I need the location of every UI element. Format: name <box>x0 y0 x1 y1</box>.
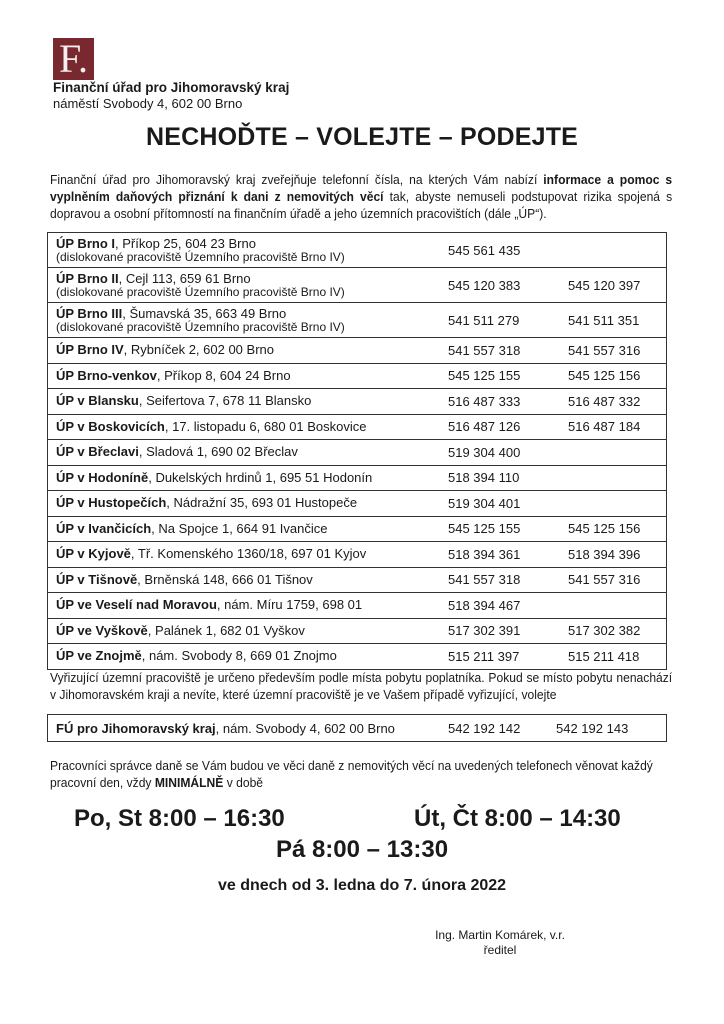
intro-bold-text: informace a pomoc s vyplněním daňových přiznání k dani z nemovitých věcí <box>50 172 673 204</box>
phone-number[interactable]: 545 125 156 <box>558 363 667 389</box>
office-logo <box>53 38 94 80</box>
office-address: , Tř. Komenského 1360/18, 697 01 Kyjov <box>130 546 367 562</box>
phone-number[interactable]: 518 394 110 <box>438 465 558 491</box>
office-address: , Palánek 1, 682 01 Vyškov <box>147 622 305 638</box>
table-row <box>48 414 667 440</box>
table-row <box>48 268 667 303</box>
table-row <box>48 593 667 619</box>
office-address: , 17. listopadu 6, 680 01 Boskovice <box>164 418 367 434</box>
office-address: , Seifertova 7, 678 11 Blansko <box>138 393 312 409</box>
office-name: ÚP Brno III <box>56 305 123 321</box>
office-name-cell <box>48 303 439 338</box>
office-name: ÚP ve Vyškově <box>56 622 148 638</box>
phone-number[interactable]: 545 120 383 <box>438 268 558 303</box>
phone-number[interactable] <box>558 465 667 491</box>
table-row <box>48 233 667 268</box>
office-address: , Na Spojce 1, 664 91 Ivančice <box>151 520 328 536</box>
office-name: ÚP v Blansku <box>56 393 139 409</box>
table-row <box>48 338 667 364</box>
hours-fri: Pá 8:00 – 13:30 <box>275 836 449 863</box>
office-name: FÚ pro Jihomoravský kraj <box>56 720 216 736</box>
office-name-cell <box>48 233 439 268</box>
table-row <box>48 542 667 568</box>
phone-number[interactable]: 541 557 316 <box>558 338 667 364</box>
table-row <box>48 715 667 742</box>
org-name: Finanční úřad pro Jihomoravský kraj <box>53 80 290 95</box>
phone-number[interactable]: 542 192 142 <box>448 720 521 736</box>
office-address: , nám. Svobody 4, 602 00 Brno <box>215 720 395 736</box>
phone-number[interactable]: 541 557 318 <box>438 338 558 364</box>
phone-number[interactable]: 518 394 396 <box>558 542 667 568</box>
office-name-cell <box>48 268 439 303</box>
central-office-table <box>47 714 667 742</box>
office-name-cell <box>48 440 439 466</box>
office-address: , Nádražní 35, 693 01 Hustopeče <box>166 495 358 511</box>
office-name-cell <box>48 567 439 593</box>
office-address: , Šumavská 35, 663 49 Brno <box>122 305 287 321</box>
office-name-cell <box>48 644 439 670</box>
phone-number[interactable]: 516 487 184 <box>558 414 667 440</box>
phone-number[interactable] <box>558 593 667 619</box>
office-name-cell <box>48 363 439 389</box>
logo-letter: F. <box>59 36 89 81</box>
signatory-name: Ing. Martin Komárek, v.r. <box>435 928 565 942</box>
office-address: , Rybníček 2, 602 00 Brno <box>123 342 274 358</box>
office-note: (dislokované pracoviště Územního pracoviště Brno IV) <box>56 284 345 299</box>
office-name-cell <box>48 542 439 568</box>
phone-number[interactable]: 516 487 126 <box>438 414 558 440</box>
phone-number[interactable]: 519 304 401 <box>438 491 558 517</box>
office-name: ÚP Brno I <box>56 235 115 251</box>
table-row <box>48 440 667 466</box>
office-address: , Sladová 1, 690 02 Břeclav <box>138 444 298 460</box>
phone-number[interactable]: 519 304 400 <box>438 440 558 466</box>
office-name: ÚP v Břeclavi <box>56 444 139 460</box>
office-name: ÚP v Hodoníně <box>56 469 149 485</box>
intro-text-end: tak, abyste nemuseli podstupovat rizika spojená s dopravou a osobní přítomností na finančním úřadě a jeho územních pracovištích (dále „ÚP“). <box>50 189 673 221</box>
staff-note-text: Pracovníci správce daně se Vám budou ve věci daně z nemovitých věcí na uvedených telefonech věnovat každý pracovní den, vždy <box>50 758 653 790</box>
phone-number[interactable]: 542 192 143 <box>556 720 629 736</box>
office-name-cell <box>48 465 439 491</box>
office-address: , Brněnská 148, 666 01 Tišnov <box>137 571 313 587</box>
phone-number[interactable]: 541 511 351 <box>558 303 667 338</box>
phone-number[interactable]: 517 302 382 <box>558 618 667 644</box>
staff-note <box>50 757 672 791</box>
validity-period: ve dnech od 3. ledna do 7. února 2022 <box>217 877 507 894</box>
hours-mon-wed: Po, St 8:00 – 16:30 <box>74 805 285 832</box>
hours-tue-thu: Út, Čt 8:00 – 14:30 <box>414 805 621 832</box>
office-name: ÚP Brno-venkov <box>56 367 157 383</box>
office-name: ÚP ve Veselí nad Moravou <box>56 597 217 613</box>
table-row <box>48 567 667 593</box>
phone-number[interactable] <box>558 233 667 268</box>
office-name-cell <box>48 338 439 364</box>
table-row <box>48 465 667 491</box>
routing-note: Vyřizující územní pracoviště je určeno především podle místa pobytu poplatníka. Pokud se místo pobytu nenachází v Jihomoravském kraji a nevíte, které územní pracoviště je ve Vašem případě vyřizující, volejte <box>50 670 673 702</box>
office-name: ÚP v Boskovicích <box>56 418 165 434</box>
phone-number[interactable]: 516 487 332 <box>558 389 667 415</box>
phone-number[interactable] <box>558 440 667 466</box>
phone-number[interactable]: 545 125 155 <box>438 363 558 389</box>
phone-number[interactable]: 541 511 279 <box>438 303 558 338</box>
phone-number[interactable]: 515 211 397 <box>438 644 558 670</box>
table-row <box>48 516 667 542</box>
phone-number[interactable]: 515 211 418 <box>558 644 667 670</box>
intro-paragraph <box>50 171 672 222</box>
phone-number[interactable]: 545 120 397 <box>558 268 667 303</box>
office-name-cell <box>48 715 439 742</box>
phone-number[interactable]: 541 557 316 <box>558 567 667 593</box>
staff-note-text-end: v době <box>223 775 264 790</box>
office-name-cell <box>48 516 439 542</box>
phone-number[interactable]: 518 394 467 <box>438 593 558 619</box>
phone-number[interactable]: 545 561 435 <box>438 233 558 268</box>
office-address: , Příkop 8, 604 24 Brno <box>156 367 291 383</box>
office-name: ÚP ve Znojmě <box>56 648 142 664</box>
phone-number[interactable]: 516 487 333 <box>438 389 558 415</box>
phone-number[interactable]: 545 125 156 <box>558 516 667 542</box>
office-address: , nám. Svobody 8, 669 01 Znojmo <box>141 648 337 664</box>
signature <box>400 928 600 958</box>
office-name-cell <box>48 491 439 517</box>
staff-note-bold: MINIMÁLNĚ <box>154 775 224 790</box>
office-name-cell <box>48 414 439 440</box>
office-note: (dislokované pracoviště Územního pracoviště Brno IV) <box>56 249 345 264</box>
office-name: ÚP v Kyjově <box>56 546 131 562</box>
phone-number[interactable]: 545 125 155 <box>438 516 558 542</box>
org-address: náměstí Svobody 4, 602 00 Brno <box>53 96 243 111</box>
office-address: , Dukelských hrdinů 1, 695 51 Hodonín <box>148 469 373 485</box>
intro-text: Finanční úřad pro Jihomoravský kraj zveřejňuje telefonní čísla, na kterých Vám nabízí <box>50 172 544 187</box>
phone-number[interactable]: 517 302 391 <box>438 618 558 644</box>
office-note: (dislokované pracoviště Územního pracoviště Brno IV) <box>56 319 345 334</box>
signatory-title: ředitel <box>483 943 517 957</box>
office-name: ÚP Brno II <box>56 270 119 286</box>
table-row <box>48 303 667 338</box>
table-row <box>48 363 667 389</box>
offices-table <box>47 232 667 670</box>
office-name-cell <box>48 593 439 619</box>
office-name-cell <box>48 618 439 644</box>
page-title: NECHOĎTE – VOLEJTE – PODEJTE <box>145 123 579 151</box>
office-name: ÚP Brno IV <box>56 342 124 358</box>
phone-number[interactable]: 541 557 318 <box>438 567 558 593</box>
table-row <box>48 389 667 415</box>
table-row <box>48 491 667 517</box>
phone-number[interactable] <box>558 491 667 517</box>
office-name: ÚP v Tišnově <box>56 571 138 587</box>
office-address: , Cejl 113, 659 61 Brno <box>118 270 251 286</box>
office-address: , nám. Míru 1759, 698 01 <box>216 597 363 613</box>
office-address: , Příkop 25, 604 23 Brno <box>115 235 256 251</box>
phone-number[interactable]: 518 394 361 <box>438 542 558 568</box>
table-row <box>48 618 667 644</box>
table-row <box>48 644 667 670</box>
office-name: ÚP v Hustopečích <box>56 495 167 511</box>
office-name: ÚP v Ivančicích <box>56 520 152 536</box>
office-name-cell <box>48 389 439 415</box>
